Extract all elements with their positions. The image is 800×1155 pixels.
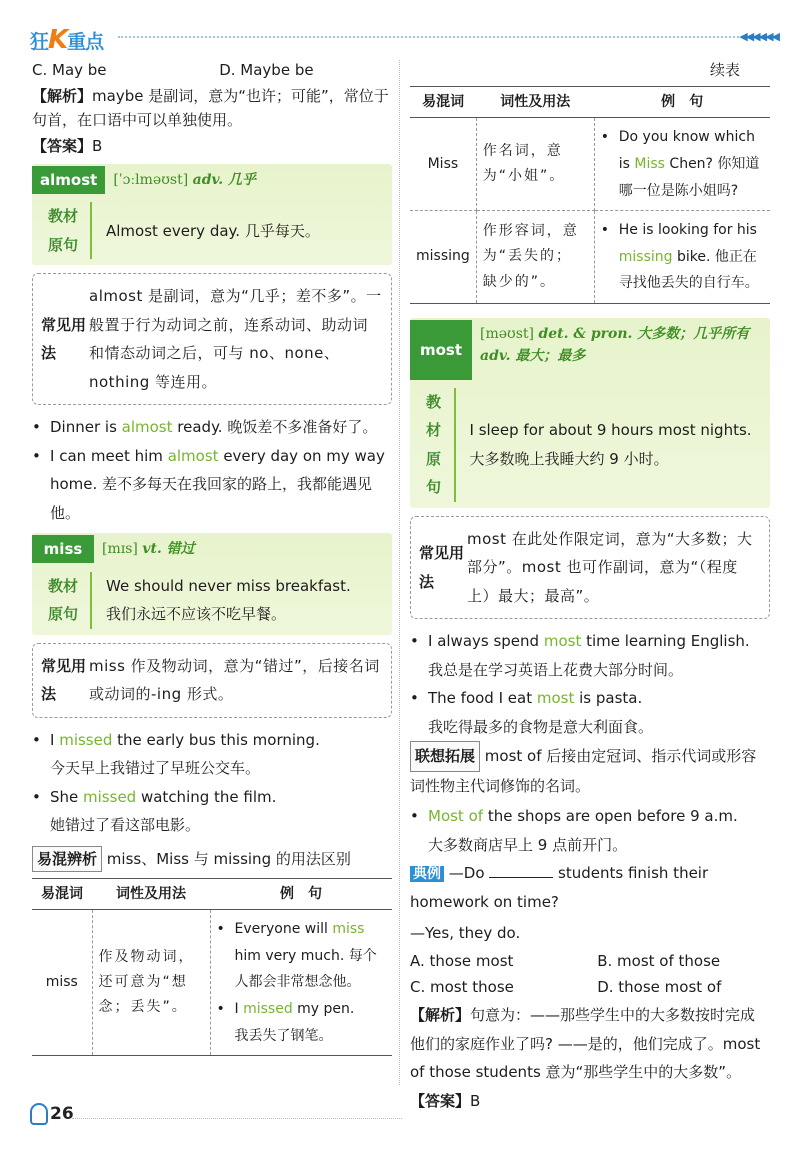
table-header: 词性及用法 [476, 87, 594, 118]
textbook-tag: 教材原句 [48, 572, 92, 629]
example-sentence: • I always spend most time learning English. [410, 627, 770, 656]
option-c: C. most those [410, 978, 514, 997]
right-column [410, 58, 770, 1115]
usage-tag: 常见用法 [41, 315, 87, 363]
word-card-almost [32, 164, 392, 265]
option-d: D. those most of [597, 978, 722, 997]
table-row [410, 118, 770, 211]
confuse-tag: 易混辨析 [32, 846, 102, 872]
option-c: C. May be [32, 61, 107, 79]
table-header: 例 句 [210, 878, 392, 909]
usage-text: almost 是副词，意为“几乎；差不多”。一般置于行为动词之前，连系动词、助动词和情态动词之后，可与 no、none、nothing 等连用。 [89, 287, 382, 391]
example-translation: 我丢失了钢笔。 [234, 1027, 333, 1044]
example-sentence: • Do you know which is Miss Chen? 你知道哪一位是陈小姐吗? [601, 124, 764, 204]
column-divider [399, 60, 400, 1085]
example-translation: 我吃得最多的食物是意大利面食。 [428, 717, 654, 736]
example-sentence: • I missed the early bus this morning. [32, 726, 392, 755]
table-row [410, 211, 770, 304]
option-d: D. Maybe be [219, 61, 314, 79]
example-sentence: • I can meet him almost every day on my way home. 差不多每天在我回家的路上，我都能遇见他。 [32, 442, 392, 528]
continued-label: 续表 [709, 61, 740, 79]
example-sentence: • Dinner is almost ready. 晚饭差不多准备好了。 [32, 413, 392, 442]
table-cell [594, 211, 770, 304]
usage-tag: 常见用法 [41, 656, 87, 704]
textbook-tag: 教材原句 [426, 388, 456, 502]
options-row [410, 949, 770, 973]
textbook-sentence: We should never miss breakfast. 我们永远不应该不吃早餐。 [106, 576, 351, 624]
table-cell: miss [32, 910, 92, 1056]
usage-text: miss 作及物动词，意为“错过”，后接名词或动词的-ing 形式。 [89, 656, 380, 704]
question-reply: —Yes, they do. [410, 923, 521, 942]
example-tag: 典例 [410, 866, 444, 882]
example-sentence: • He is looking for his missing bike. 他正在寻找他丢失的自行车。 [601, 217, 764, 297]
table-row [32, 910, 392, 1056]
textbook-sentence: I sleep for about 9 hours most nights. 大多数晚上我睡大约 9 小时。 [469, 421, 752, 468]
word-card-most [410, 318, 770, 508]
table-cell: 作形容词，意为“丢失的；缺少的”。 [476, 211, 594, 304]
header-dotted-line [118, 36, 766, 38]
example-sentence: • I missed my pen. [217, 996, 387, 1023]
usage-text: most 在此处作限定词，意为“大多数；大部分”。most 也可作副词，意为“（程度上）最大；最高”。 [467, 529, 753, 605]
usage-tag: 常见用法 [419, 544, 465, 591]
bullet-icon: • [32, 787, 41, 806]
example-sentence: • The food I eat most is pasta. [410, 684, 770, 713]
bullet-icon: • [216, 1000, 225, 1017]
answer-blank [489, 866, 553, 878]
balloon-icon [30, 1103, 48, 1125]
usage-box [32, 273, 392, 405]
analysis-paragraph: 【解析】maybe 是副词，意为“也许；可能”，常位于句首，在口语中可以单独使用。 [32, 87, 389, 129]
example-sentence: • She missed watching the film. [32, 783, 392, 812]
table-cell: 作及物动词，还可意为“想念；丢失”。 [92, 910, 210, 1056]
confuse-table-continued [410, 86, 770, 304]
left-column [32, 58, 392, 1056]
question: 典例 —Do students finish their homework on time? [410, 864, 709, 912]
bullet-icon: • [600, 222, 610, 239]
bullet-icon: • [32, 418, 41, 437]
answer-paragraph: 【答案】B [32, 137, 103, 155]
word-label: most [410, 320, 472, 380]
brand-logo: 狂K重点 [30, 25, 104, 55]
table-cell: missing [410, 211, 476, 304]
bullet-icon: • [32, 446, 41, 465]
usage-box [410, 516, 770, 620]
usage-box [32, 643, 392, 718]
table-header: 词性及用法 [92, 878, 210, 909]
options-row [32, 58, 392, 82]
table-cell [594, 118, 770, 211]
table-header: 例 句 [594, 87, 770, 118]
option-b: B. most of those [597, 952, 721, 971]
bullet-icon: • [32, 730, 41, 749]
word-label: almost [32, 166, 105, 194]
extend-tag: 联想拓展 [410, 741, 480, 772]
phonetic: [məʊst] det. & pron. 大多数；几乎所有 adv. 最大；最多 [480, 325, 750, 365]
extend-paragraph: 联想拓展 most of 后接由定冠词、指示代词或形容词性物主代词修饰的名词。 [410, 741, 770, 800]
example-translation: 她错过了看这部电影。 [50, 816, 201, 835]
textbook-tag: 教材原句 [48, 202, 92, 259]
footer-dotted-line [72, 1118, 402, 1119]
confuse-table [32, 878, 392, 1056]
example-translation: 我总是在学习英语上花费大部分时间。 [428, 660, 684, 679]
confuse-heading: 易混辨析 miss、Miss 与 missing 的用法区别 [32, 846, 392, 872]
page-header [0, 0, 800, 56]
bullet-icon: • [600, 129, 610, 146]
table-cell: 作名词，意为“小姐”。 [476, 118, 594, 211]
option-a: A. those most [410, 952, 514, 971]
phonetic: [ˈɔːlməʊst] adv. 几乎 [113, 172, 256, 188]
table-header: 易混词 [32, 878, 92, 909]
word-label: miss [32, 535, 94, 563]
table-cell: Miss [410, 118, 476, 211]
textbook-sentence: Almost every day. 几乎每天。 [106, 221, 320, 240]
example-sentence: • Everyone will miss him very much. 每个人都会非常想念他。 [217, 916, 387, 996]
arrow-left-icon: ◀◀◀◀◀◀ [739, 30, 778, 43]
example-sentence: • Most of the shops are open before 9 a.m. [410, 802, 770, 831]
word-card-miss [32, 533, 392, 634]
bullet-icon: • [216, 921, 225, 938]
bullet-icon: • [410, 632, 419, 651]
example-translation: 大多数商店早上 9 点前开门。 [428, 835, 628, 854]
options-row [410, 975, 770, 999]
example-translation: 今天早上我错过了早班公交车。 [50, 759, 261, 778]
table-header: 易混词 [410, 87, 476, 118]
table-cell [210, 910, 392, 1056]
analysis-paragraph: 【解析】句意为：——那些学生中的大多数按时完成他们的家庭作业了吗? ——是的，他们完成了。most of those students 意为“那些学生中的大多数”。 [410, 1006, 761, 1082]
phonetic: [mɪs] vt. 错过 [102, 541, 195, 558]
bullet-icon: • [410, 689, 419, 708]
answer-paragraph: 【答案】B [410, 1091, 481, 1110]
bullet-icon: • [410, 807, 419, 826]
page-number: 26 [30, 1100, 74, 1129]
